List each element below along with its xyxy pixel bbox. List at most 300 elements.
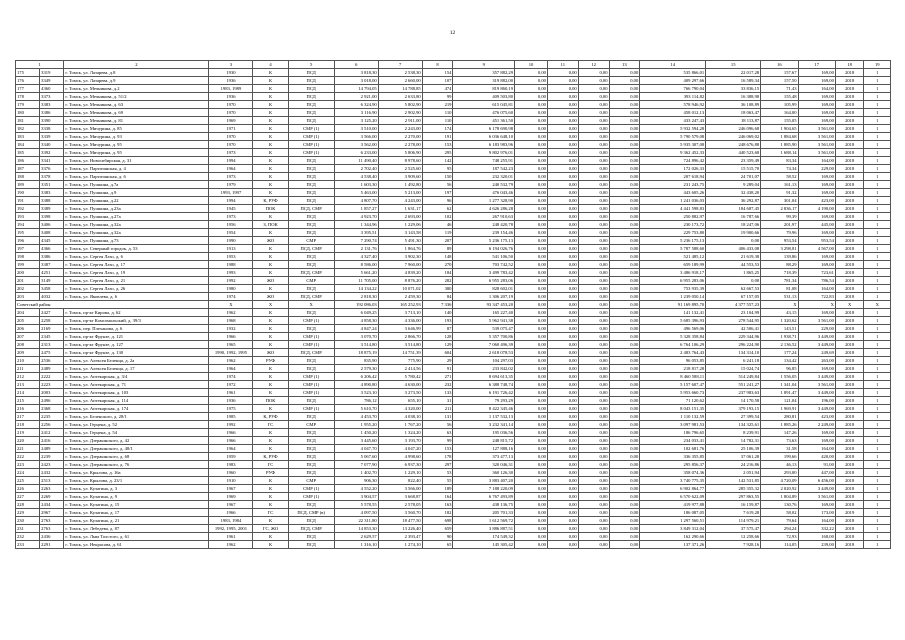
table-cell: 0,00 [515,285,548,293]
table-cell: г. Томск, ул. Аптекарская, д. 3/4 [64,373,209,381]
table-cell: 271 [422,373,453,381]
table-cell: 0,00 [547,397,578,405]
table-cell: г. Томск, ул. Беленского, д. 28/1 [64,413,209,421]
table-cell: 1966 [209,333,253,341]
table-row [16,413,891,421]
table-cell: 6 049,25 [334,309,378,317]
table-cell: 3383 [40,101,64,109]
table-cell: г. Томск, пер. Плеханова, д. 6 [64,325,209,333]
table-cell: 102 681,76 [640,445,706,453]
table-cell: 232 [422,381,453,389]
table-cell: 1967 [209,485,253,493]
table-cell: ПСД [288,325,334,333]
table-cell: 514 249,84 [706,373,761,381]
table-cell: 2018 [835,349,864,357]
table-cell: ПСД [288,69,334,77]
table-cell: 4360 [40,85,64,93]
table-cell: г. Томск, ул. Мечникова, д. 63 [64,101,209,109]
table-cell: 0,00 [609,317,640,325]
table-cell: 2763 [40,517,64,525]
table-cell: 0,00 [515,205,548,213]
table-cell: 1 [864,205,891,213]
table-cell: К [253,181,288,189]
table-cell: 0,00 [547,517,578,525]
table-cell: 2018 [835,325,864,333]
table-cell: 1 938,71 [761,333,798,341]
table-cell: 2018 [835,181,864,189]
table-cell: 1930 [209,69,253,77]
table-cell: г. Томск, ул. Крылова, д. 23/1 [64,477,209,485]
table-cell: 5 328 358,84 [640,333,706,341]
table-cell: 0,00 [547,317,578,325]
table-cell: 6 902 864,77 [640,485,706,493]
table-cell: К [253,477,288,485]
table-cell: 3 514,80 [334,341,378,349]
table-cell: 201,97 [761,221,798,229]
table-cell: К [253,261,288,269]
table-cell: 0,00 [547,333,578,341]
table-cell: 96,85 [761,365,798,373]
table-cell: 0,00 [515,373,548,381]
table-cell: 2 578,05 [378,501,422,509]
table-cell: 14 788,85 [378,85,422,93]
table-cell: 71 120,62 [640,397,706,405]
table-cell: 2412 [40,429,64,437]
table-cell: 2 629,57 [334,533,378,541]
table-cell: 1 [864,101,891,109]
table-cell: 953,54 [798,237,835,245]
table-cell: г. Томск, ул. Партизанская, д. 4 [64,165,209,173]
table-cell: г. Томск, ул. Аптекарская, д. 71 [64,381,209,389]
table-cell: 2427 [40,309,64,317]
table-cell: 199 [16,261,40,269]
table-cell: 248 676,88 [706,141,761,149]
table-cell: 169,00 [798,189,835,197]
table-row [16,461,891,469]
table-cell: 0,00 [547,165,578,173]
table-cell: 219 [16,429,40,437]
table-cell: 130,76 [761,501,798,509]
table-cell: 2 633,80 [378,93,422,101]
table-cell: 164,00 [798,85,835,93]
table-cell: 535 866,01 [640,69,706,77]
table-cell: К, РУФ [253,413,288,421]
table-cell: 218 817,28 [640,365,706,373]
table-cell: 0,00 [609,125,640,133]
table-cell: 0,00 [578,413,609,421]
table-cell: 0,00 [547,269,578,277]
table-cell: 18 063,47 [706,109,761,117]
table-cell: 2416 [40,437,64,445]
table-cell: ЖО [253,277,288,285]
table-cell: 185 [16,149,40,157]
table-row [16,117,891,125]
table-cell: К [253,389,288,397]
table-cell: 131 [422,413,453,421]
column-header: 1 [16,61,64,69]
table-cell: 0,00 [578,261,609,269]
table-cell: 228 [16,501,40,509]
table-cell: 3 561,00 [798,317,835,325]
table-cell: 332,22 [798,525,835,533]
table-cell: 96 [422,197,453,205]
table-cell: СМР (1) [288,125,334,133]
table-cell: ПСД [288,173,334,181]
table-cell: 2475 [40,349,64,357]
table-cell: 0,00 [578,533,609,541]
table-cell: 0,00 [609,469,640,477]
table-cell: 722,83 [798,293,835,301]
table-cell: 1 [864,389,891,397]
table-cell: 2018 [835,205,864,213]
table-cell: 0,00 [547,437,578,445]
table-cell: 0,00 [578,277,609,285]
table-cell: 177,24 [761,349,798,357]
table-cell: 0,00 [547,501,578,509]
table-cell: 3 560,70 [378,509,422,517]
table-cell: 234 033,41 [640,437,706,445]
table-cell: 1 955,20 [334,421,378,429]
table-cell: 1954 [209,229,253,237]
table-cell: 1 [864,181,891,189]
table-cell: 0,00 [547,141,578,149]
table-cell: 0,00 [609,237,640,245]
table-cell: 1 [864,85,891,93]
table-cell: 36 108,89 [706,101,761,109]
table-cell: 14 751,39 [378,349,422,357]
table-cell: 0,00 [547,373,578,381]
table-cell: 2018 [835,85,864,93]
table-cell: 246 069,02 [706,133,761,141]
table-cell: г. Томск, ул. Пушкина, д.73 [64,237,209,245]
table-cell: 186 087,05 [640,509,706,517]
table-cell: г. Томск, пр-кт Фрунзе, д. 121 [64,333,209,341]
table-row [16,325,891,333]
table-cell: 2239 [40,453,64,461]
table-cell: 79,96 [761,229,798,237]
table-cell: 0,00 [578,133,609,141]
table-cell: 169,00 [798,77,835,85]
table-cell: 2 414,56 [378,365,422,373]
table-cell: ГС, ЖО [253,525,288,533]
table-cell: 240 532,79 [453,181,515,189]
table-cell: К [253,501,288,509]
table-cell: 62 667,53 [706,285,761,293]
table-cell: 1 [864,125,891,133]
table-cell: 2018 [835,261,864,269]
table-cell: 87 [422,325,453,333]
table-cell: 0,00 [609,533,640,541]
table-cell: 2345 [40,333,64,341]
table-cell: 164,00 [798,157,835,165]
table-cell: 3386 [40,109,64,117]
table-cell: 3 904,57 [334,493,378,501]
table-cell: 169,00 [798,253,835,261]
table-cell: 1990, 1992, 1995 [209,349,253,357]
table-cell: 0,00 [515,189,548,197]
table-cell: 2018 [835,229,864,237]
table-cell: 3 883 407,20 [453,477,515,485]
table-cell: 12 258,66 [706,533,761,541]
table-cell: 1 [864,229,891,237]
table-cell: 775,90 [378,357,422,365]
table-cell: 2018 [835,501,864,509]
table-cell: СМР (1) [288,389,334,397]
table-cell: 5 357 700,86 [453,333,515,341]
table-cell: 0,00 [515,533,548,541]
table-cell: ПСД [288,181,334,189]
table-cell: РУФ [253,357,288,365]
table-cell: 1970 [209,141,253,149]
table-cell: 165 227,40 [453,309,515,317]
table-cell: 1 [864,149,891,157]
table-cell: 3 510,00 [334,125,378,133]
table-cell: 1 241 036,03 [640,197,706,205]
table-cell: 6 178 690,98 [453,125,515,133]
table-cell: 1 [864,237,891,245]
table-row [16,541,891,549]
table-cell: 0,00 [609,501,640,509]
table-cell: 0,00 [547,381,578,389]
table-cell: 2 836,17 [761,205,798,213]
table-cell: 239,00 [798,541,835,549]
table-cell: СМР [288,477,334,485]
table-cell: 295 856,37 [640,461,706,469]
table-cell: 155,05 [761,117,798,125]
table-cell: 5 236 175,13 [453,237,515,245]
table-cell: 3389 [40,205,64,213]
table-cell: 0,00 [547,197,578,205]
table-cell: 226 [16,485,40,493]
table-cell: 1975 [209,405,253,413]
table-cell: 4 320,00 [378,405,422,413]
table-cell: X [761,301,798,309]
table-cell: 1 [864,493,891,501]
table-cell: 1 [864,109,891,117]
table-cell: 0,00 [578,429,609,437]
table-cell: 53 [422,469,453,477]
table-row [16,365,891,373]
table-cell: 0,00 [609,413,640,421]
table-cell: 0,00 [547,85,578,93]
table-cell: 2536 [40,357,64,365]
table-cell: 0,00 [547,469,578,477]
table-cell: 0,00 [578,285,609,293]
table-cell: 114,05 [761,541,798,549]
table-cell: 169,00 [798,117,835,125]
table-cell: г. Томск, ул. Мечникова, д. 81 [64,117,209,125]
table-cell: 1 884,68 [761,133,798,141]
table-cell: 0,00 [609,509,640,517]
table-cell: 73,63 [761,437,798,445]
table-cell: 4 336,00 [378,317,422,325]
table-cell: 0,00 [547,181,578,189]
table-cell: ПСД [288,445,334,453]
table-cell: 5 780,42 [378,373,422,381]
table-cell: г. Томск, ул. Лазарева, д.8 [64,69,209,77]
table-cell: 0,00 [706,237,761,245]
table-cell: 1913 [209,245,253,253]
table-cell: 169,00 [798,181,835,189]
table-cell: X [288,301,334,309]
table-cell: 1 [864,437,891,445]
table-cell: 0,00 [547,293,578,301]
table-cell: 5 463,00 [334,189,378,197]
table-cell: 0,00 [515,173,548,181]
table-cell: 0,00 [578,525,609,533]
table-cell: 1 297 560,51 [640,517,706,525]
table-cell: 8 978,60 [378,157,422,165]
table-cell: 2018 [835,461,864,469]
table-cell: 0,00 [609,157,640,165]
table-cell: 406 433,08 [706,245,761,253]
table-row [16,429,891,437]
table-cell: 0,00 [547,237,578,245]
table-cell: 786,12 [334,397,378,405]
table-cell: 229,00 [798,325,835,333]
table-cell: 0,00 [515,437,548,445]
table-cell: 819 860,19 [453,85,515,93]
table-cell: 0,00 [578,101,609,109]
table-cell: 2018 [835,213,864,221]
table-cell: г. Томск, пр-кт Комсомольский, д. 39/3 [64,317,209,325]
table-cell: 4 567,00 [798,245,835,253]
table-cell: 18 875,19 [334,349,378,357]
table-cell: 2018 [835,245,864,253]
table-cell: К [253,173,288,181]
table-cell: 194 [16,221,40,229]
table-cell: 1 316,10 [334,541,378,549]
table-cell: 197 [16,245,40,253]
table-cell: 0,00 [578,253,609,261]
table-cell: 0,00 [515,277,548,285]
table-cell: 443 605,26 [640,189,706,197]
table-cell: 2 131,76 [334,245,378,253]
table-cell: ПСД [288,101,334,109]
table-cell: 227 [16,493,40,501]
table-cell: 445,00 [798,221,835,229]
table-cell: 0,00 [515,77,548,85]
table-row [16,501,891,509]
table-cell: 3406 [40,221,64,229]
table-cell: СМР [288,421,334,429]
table-cell: 229,00 [798,165,835,173]
table-cell: 1 [864,517,891,525]
table-cell: 207 [16,333,40,341]
table-row [16,229,891,237]
table-cell: 191 [16,197,40,205]
table-cell: 2018 [835,101,864,109]
table-cell: 0,00 [547,389,578,397]
table-cell: 5 157 607,47 [640,381,706,389]
table-cell: 27 399,54 [706,413,761,421]
table-cell: 4 923,70 [334,213,378,221]
table-cell: 604 [422,349,453,357]
table-cell: 336 355,85 [640,453,706,461]
table-cell: 1979 [209,181,253,189]
table-cell: 0,00 [578,173,609,181]
table-cell: г. Томск, ул. Некрасова, д. 61 [64,541,209,549]
table-cell: X [835,301,864,309]
table-row [16,405,891,413]
table-cell: 1 239 050,14 [640,293,706,301]
table-cell: 4 847,24 [334,325,378,333]
table-cell: г. Томск, ул. Пушкина, д.32а [64,221,209,229]
table-cell: 2018 [835,445,864,453]
table-row [16,133,891,141]
table-cell: 1 [864,317,891,325]
table-cell: 0,00 [547,133,578,141]
table-cell: 0,00 [609,325,640,333]
table-cell: 237 983,63 [706,389,761,397]
table-cell: 33 836,15 [706,85,761,93]
table-row [16,101,891,109]
table-cell: 0,00 [578,269,609,277]
table-cell: 1962 [209,541,253,549]
table-cell: 2018 [835,373,864,381]
table-cell: ПСД [288,221,334,229]
table-cell: К [253,117,288,125]
table-cell: г. Томск, ул. Кулагина, д. 17 [64,509,209,517]
table-cell: 3 561,00 [798,125,835,133]
table-cell: 0,00 [578,69,609,77]
table-cell: 2018 [835,157,864,165]
table-cell: 5 802,90 [378,101,422,109]
table-cell: 5 806,90 [378,149,422,157]
table-cell: 14 134,22 [334,285,378,293]
table-cell: 0,00 [547,245,578,253]
table-cell: 221 [16,445,40,453]
table-cell: 2018 [835,341,864,349]
table-cell: 0,00 [515,509,548,517]
table-cell: К [253,309,288,317]
table-cell: 1 [864,381,891,389]
table-cell: 202 [16,285,40,293]
table-cell: 195 036,56 [453,429,515,437]
table-cell: 6 388 748,74 [453,381,515,389]
table-cell: 6 233,00 [334,149,378,157]
table-cell: 1964 [209,365,253,373]
table-cell: 1973 [209,149,253,157]
table-cell: 55 [422,477,453,485]
table-cell: 4 720,09 [761,477,798,485]
column-header: 12 [578,61,609,69]
table-body [16,69,891,549]
table-cell: г. Томск, ул. Пушкина, д.9 [64,189,209,197]
table-cell: 0,00 [515,237,548,245]
table-cell: 91 [422,365,453,373]
table-cell: 79 293,29 [453,397,515,405]
table-cell: К [253,109,288,117]
table-cell: 143,51 [761,325,798,333]
table-cell: 6 955 283,06 [453,277,515,285]
table-cell: 2018 [835,533,864,541]
table-cell: 18 477,50 [378,517,422,525]
table-cell: 21 619,38 [706,253,761,261]
table-cell: 164,00 [798,445,835,453]
table-cell: г. Томск, пр-кт Кирова, д. 62 [64,309,209,317]
table-cell: 0,00 [578,197,609,205]
table-cell: 0,00 [547,541,578,549]
table-cell: 2256 [40,421,64,429]
table-cell: 127 888,16 [453,445,515,453]
table-cell: ПСД [288,517,334,525]
table-row [16,285,891,293]
table-cell: 5 685 396,93 [640,317,706,325]
table-cell: 0,00 [515,453,548,461]
table-cell: 3 909,60 [378,173,422,181]
table-cell: 0,00 [547,189,578,197]
